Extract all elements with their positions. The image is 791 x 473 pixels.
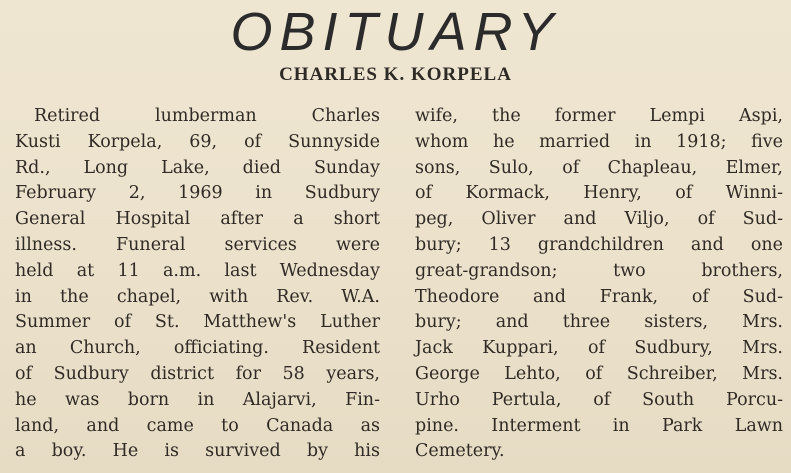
text-line: bury; and three sisters, Mrs. bbox=[415, 312, 783, 333]
text-line: of Sudbury district for 58 years, bbox=[15, 363, 380, 384]
text-line: held at 11 a.m. last Wednesday bbox=[15, 260, 380, 281]
text-line: Retired lumberman Charles bbox=[34, 106, 380, 126]
text-line: bury; 13 grandchildren and one bbox=[415, 234, 783, 255]
text-line: land, and came to Canada as bbox=[15, 415, 380, 436]
text-line: February 2, 1969 in Sudbury bbox=[15, 183, 380, 204]
text-line: Theodore and Frank, of Sud- bbox=[415, 286, 783, 307]
text-line: Urho Pertula, of South Porcu- bbox=[415, 389, 783, 410]
text-line: sons, Sulo, of Chapleau, Elmer, bbox=[415, 157, 783, 178]
text-line: in the chapel, with Rev. W.A. bbox=[15, 286, 380, 307]
text-line: great-grandson; two brothers, bbox=[415, 260, 783, 281]
headline: OBITUARY bbox=[230, 2, 561, 62]
text-line: peg, Oliver and Viljo, of Sud- bbox=[415, 209, 783, 230]
text-line: whom he married in 1918; five bbox=[415, 131, 783, 152]
text-line: General Hospital after a short bbox=[15, 209, 380, 230]
text-line: George Lehto, of Schreiber, Mrs. bbox=[415, 363, 783, 384]
deceased-name: CHARLES K. KORPELA bbox=[279, 64, 512, 85]
right-column bbox=[415, 104, 783, 465]
text-line: Cemetery. bbox=[415, 441, 505, 462]
text-line: Kusti Korpela, 69, of Sunnyside bbox=[15, 131, 380, 152]
text-line: Summer of St. Matthew's Luther bbox=[15, 312, 380, 333]
text-line: Jack Kuppari, of Sudbury, Mrs. bbox=[415, 338, 783, 359]
text-line: a boy. He is survived by his bbox=[15, 441, 380, 462]
text-line: he was born in Alajarvi, Fin- bbox=[15, 389, 380, 410]
text-line: illness. Funeral services were bbox=[15, 234, 380, 255]
text-line: wife, the former Lempi Aspi, bbox=[415, 106, 783, 126]
left-column bbox=[15, 104, 380, 465]
text-line: an Church, officiating. Resident bbox=[15, 338, 380, 359]
text-line: of Kormack, Henry, of Winni- bbox=[415, 183, 783, 204]
text-line: Rd., Long Lake, died Sunday bbox=[15, 157, 380, 178]
text-line: pine. Interment in Park Lawn bbox=[415, 415, 783, 436]
